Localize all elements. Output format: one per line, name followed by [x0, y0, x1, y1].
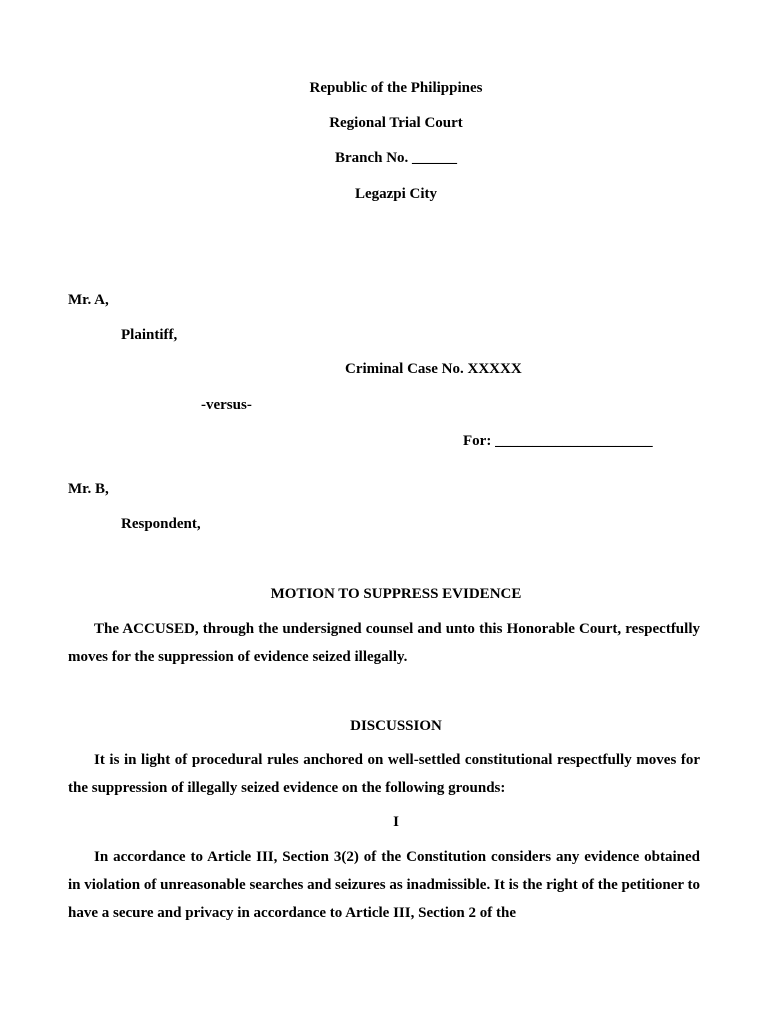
motion-intro-text: The ACCUSED, through the undersigned counsel and unto this Honorable Court, respectfully moves for the suppression of evidence seized illegally. — [68, 621, 700, 665]
section-paragraph — [68, 843, 700, 927]
section-numeral: I — [393, 814, 399, 830]
respondent-name: Mr. B, — [68, 481, 109, 497]
discussion-heading: DISCUSSION — [350, 718, 442, 734]
case-number: Criminal Case No. XXXXX — [345, 361, 522, 377]
versus-label: -versus- — [201, 397, 252, 413]
discussion-intro — [68, 746, 700, 802]
plaintiff-role: Plaintiff, — [121, 327, 178, 343]
header-court: Regional Trial Court — [329, 115, 463, 131]
motion-intro — [68, 615, 700, 671]
plaintiff-name: Mr. A, — [68, 292, 109, 308]
header-city: Legazpi City — [354, 186, 438, 202]
header-republic: Republic of the Philippines — [309, 80, 483, 96]
header-branch: Branch No. ______ — [334, 150, 458, 166]
section-paragraph-text: In accordance to Article III, Section 3(2) of the Constitution considers any evidence obtained in violation of unreasonable searches and seizures as inadmissible. It is the right of the petitioner to have a secure and privacy in accordance to Article III, Section 2 of the — [68, 849, 700, 921]
discussion-intro-text: It is in light of procedural rules anchored on well-settled constitutional respectfully moves for the suppression of illegally seized evidence on the following grounds: — [68, 752, 700, 796]
for-field: For: _____________________ — [463, 433, 653, 449]
respondent-role: Respondent, — [121, 516, 201, 532]
motion-title: MOTION TO SUPPRESS EVIDENCE — [270, 586, 522, 602]
